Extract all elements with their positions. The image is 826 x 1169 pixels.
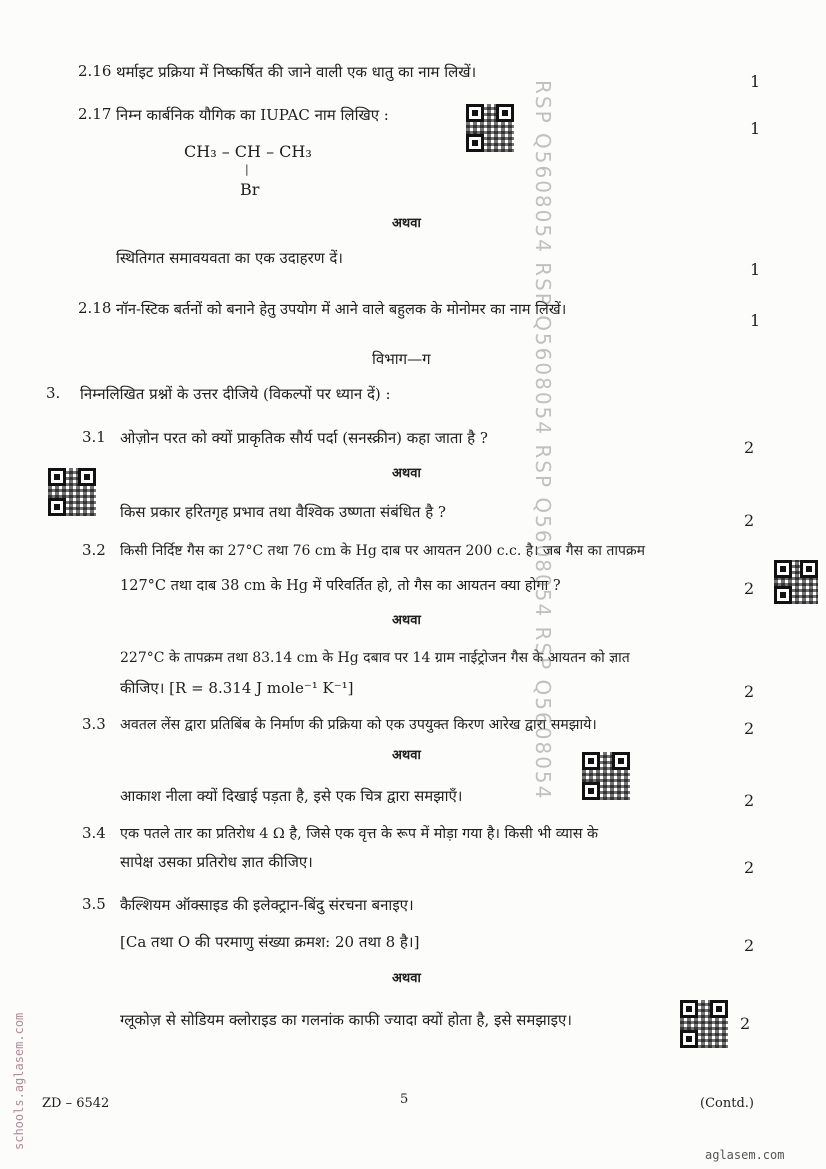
formula-substituent: Br (240, 180, 260, 199)
qr-code-icon (48, 468, 96, 516)
question-3-5-alt-text: ग्लूकोज़ से सोडियम क्लोराइड का गलनांक काफी ज्यादा क्यों होता है, इसे समझाइए। (120, 1011, 572, 1029)
qr-code-icon (582, 752, 630, 800)
chemical-formula: CH₃ – CH – CH₃ (184, 142, 312, 161)
question-3-3-marks: 2 (744, 719, 755, 738)
or-separator: अथवा (392, 971, 421, 986)
question-number-3-5: 3.5 (82, 895, 106, 913)
question-3-2-alt-marks: 2 (744, 682, 755, 701)
site-label: aglasem.com (705, 1148, 785, 1162)
or-separator: अथवा (392, 466, 421, 481)
section-heading: विभाग—ग (372, 350, 431, 368)
question-3-4-marks: 2 (744, 858, 755, 877)
question-2-16-marks: 1 (750, 72, 761, 91)
watermark-text: RSP Q5608054 RSP Q5608054 RSP Q5608054 RSP Q5608054 (531, 80, 555, 801)
question-2-17-alt-text: स्थितिगत समावयवता का एक उदाहरण दें। (116, 249, 343, 267)
qr-code-icon (466, 104, 514, 152)
question-number-3-3: 3.3 (82, 715, 106, 733)
question-3-5-note: [Ca तथा O की परमाणु संख्या क्रमश: 20 तथा 8 है।] (120, 933, 420, 951)
question-3-3-text: अवतल लेंस द्वारा प्रतिबिंब के निर्माण की प्रक्रिया को एक उपयुक्त किरण आरेख द्वारा समझाये। (120, 717, 597, 733)
question-3-3-alt-marks: 2 (744, 791, 755, 810)
formula-bond: | (245, 163, 249, 176)
question-3-5-text: कैल्शियम ऑक्साइड की इलेक्ट्रान-बिंदु संरचना बनाइए। (120, 896, 414, 914)
question-3-4-line-1: एक पतले तार का प्रतिरोध 4 Ω है, जिसे एक वृत्त के रूप में मोड़ा गया है। किसी भी व्यास के (120, 826, 599, 842)
question-3-2-line-2: 127°C तथा दाब 38 cm के Hg में परिवर्तित हो, तो गैस का आयतन क्या होगा ? (120, 578, 561, 594)
question-3-3-alt-text: आकाश नीला क्यों दिखाई पड़ता है, इसे एक चित्र द्वारा समझाएँ। (120, 787, 463, 805)
qr-code-icon (680, 1000, 728, 1048)
continued-label: (Contd.) (700, 1096, 754, 1111)
question-3-2-marks: 2 (744, 579, 755, 598)
question-2-17-marks: 1 (750, 119, 761, 138)
question-3-2-alt-line-1: 227°C के तापक्रम तथा 83.14 cm के Hg दबाव पर 14 ग्राम नाईट्रोजन गैस के आयतन को ज्ञात (120, 650, 630, 666)
question-number-3-2: 3.2 (82, 541, 106, 559)
side-site-label: schools.aglasem.com (12, 1012, 26, 1150)
question-2-17-alt-marks: 1 (750, 260, 761, 279)
question-2-17-text: निम्न कार्बनिक यौगिक का IUPAC नाम लिखिए : (116, 106, 389, 124)
question-3-1-alt-marks: 2 (744, 511, 755, 530)
qr-code-icon (774, 560, 818, 604)
question-3-1-marks: 2 (744, 438, 755, 457)
question-number-2-17: 2.17 (78, 105, 112, 123)
question-number-3: 3. (46, 384, 61, 402)
question-3-5-marks: 2 (744, 936, 755, 955)
question-number-2-18: 2.18 (78, 299, 112, 317)
question-2-18-marks: 1 (750, 311, 761, 330)
question-number-3-4: 3.4 (82, 824, 106, 842)
or-separator: अथवा (392, 216, 421, 231)
page-number: 5 (400, 1092, 409, 1107)
question-3-2-line-1: किसी निर्दिष्ट गैस का 27°C तथा 76 cm के Hg दाब पर आयतन 200 c.c. है। जब गैस का तापक्रम (120, 543, 646, 559)
or-separator: अथवा (392, 613, 421, 628)
question-3-5-alt-marks: 2 (740, 1014, 751, 1033)
question-2-18-text: नॉन-स्टिक बर्तनों को बनाने हेतु उपयोग में आने वाले बहुलक के मोनोमर का नाम लिखें। (116, 301, 567, 318)
question-3-4-line-2: सापेक्ष उसका प्रतिरोध ज्ञात कीजिए। (120, 853, 313, 871)
question-3-1-text: ओज़ोन परत को क्यों प्राकृतिक सौर्य पर्दा (सनस्क्रीन) कहा जाता है ? (120, 429, 488, 447)
question-3-text: निम्नलिखित प्रश्नों के उत्तर दीजिये (विकल्पों पर ध्यान दें) : (80, 385, 391, 403)
question-3-1-alt-text: किस प्रकार हरितगृह प्रभाव तथा वैश्विक उष्णता संबंधित है ? (120, 503, 446, 521)
question-2-16-text: थर्माइट प्रक्रिया में निष्कर्षित की जाने वाली एक धातु का नाम लिखें। (116, 63, 477, 81)
question-number-2-16: 2.16 (78, 62, 112, 80)
question-number-3-1: 3.1 (82, 428, 106, 446)
question-3-2-alt-line-2: कीजिए। [R = 8.314 J mole⁻¹ K⁻¹] (120, 679, 354, 697)
paper-code: ZD – 6542 (42, 1096, 110, 1111)
or-separator: अथवा (392, 748, 421, 763)
